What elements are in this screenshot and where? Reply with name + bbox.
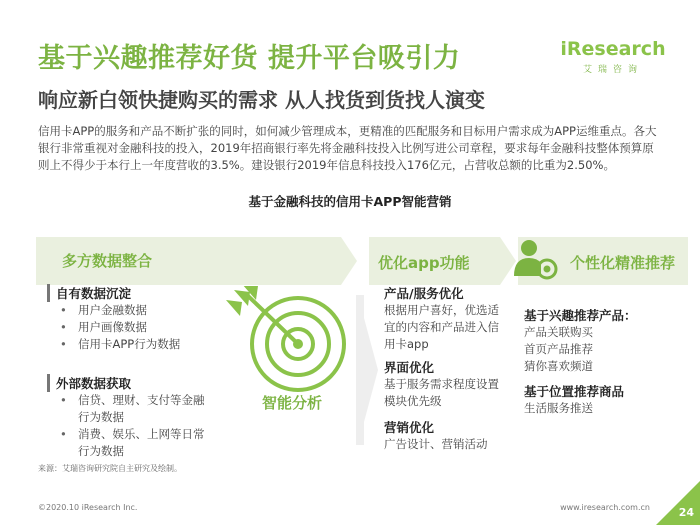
- list-item: • 消费、娱乐、上网等日常行为数据: [56, 426, 206, 460]
- list-item: 首页产品推荐: [524, 342, 593, 356]
- flow-arrow-tip: [364, 318, 378, 422]
- band-chevron-1: [341, 237, 357, 285]
- right-lines-location: [524, 400, 593, 417]
- list-item: 产品关联购买: [524, 325, 593, 339]
- target-icon: [212, 286, 352, 396]
- logo-wordmark: iResearch: [560, 38, 666, 60]
- list-item: 生活服务推送: [524, 401, 593, 415]
- section-title-recommend: 个性化精准推荐: [570, 254, 676, 272]
- section-title-data: 多方数据整合: [62, 252, 153, 270]
- page-subtitle: 响应新白领快捷购买的需求 从人找货到货找人演变: [38, 88, 485, 112]
- intro-paragraph: 信用卡APP的服务和产品不断扩张的同时，如何减少管理成本，更精准的匹配服务和目标用户需求成为APP运维重点。各大银行非常重视对金融科技的投入，2019年招商银行率先将金融科技投入比例写进公司章程，要求每年金融科技整体预算原则上不得少于本行上一年度营收的3.5%。建设银行2019年信息科技投入176亿元，占营收总额的比重为2.50%。: [38, 124, 657, 172]
- list-item: • 用户金融数据: [56, 302, 180, 319]
- list-item: • 信用卡APP行为数据: [56, 336, 180, 353]
- mid-text-interface: 基于服务需求程度设置模块优先级: [384, 377, 499, 408]
- right-head-location: 基于位置推荐商品: [524, 384, 625, 399]
- mid-head-product: 产品/服务优化: [384, 286, 464, 301]
- group-head-own-data: 自有数据沉淀: [47, 284, 131, 302]
- own-data-list: [56, 302, 180, 353]
- diagram-title: 基于金融科技的信用卡APP智能营销: [248, 194, 452, 209]
- website-url[interactable]: www.iresearch.com.cn: [560, 503, 650, 512]
- mid-head-marketing: 营销优化: [384, 420, 435, 435]
- right-head-interest: 基于兴趣推荐产品：: [524, 308, 637, 323]
- mid-text-marketing: 广告设计、营销活动: [384, 437, 488, 451]
- person-target-icon: [511, 236, 559, 284]
- copyright: ©2020.10 iResearch Inc.: [38, 503, 138, 512]
- page-number: 24: [678, 506, 694, 519]
- right-lines-interest: [524, 324, 593, 375]
- group-head-external-data: 外部数据获取: [47, 374, 131, 392]
- center-label: 智能分析: [262, 394, 323, 412]
- iresearch-logo: [558, 38, 668, 75]
- flow-arrow-bar: [356, 295, 364, 445]
- list-item: • 用户画像数据: [56, 319, 180, 336]
- external-data-list: [56, 392, 206, 460]
- logo-subtext: 艾瑞咨询: [582, 65, 643, 75]
- source-note: 来源：艾瑞咨询研究院自主研究及绘制。: [38, 464, 182, 473]
- page-title: 基于兴趣推荐好货 提升平台吸引力: [38, 43, 461, 74]
- list-item: • 信贷、理财、支付等金融行为数据: [56, 392, 206, 426]
- mid-head-interface: 界面优化: [384, 360, 435, 375]
- list-item: 猜你喜欢频道: [524, 359, 593, 373]
- mid-text-product: 根据用户喜好，优选适宜的内容和产品进入信用卡app: [384, 303, 499, 351]
- section-title-app: 优化app功能: [378, 254, 470, 272]
